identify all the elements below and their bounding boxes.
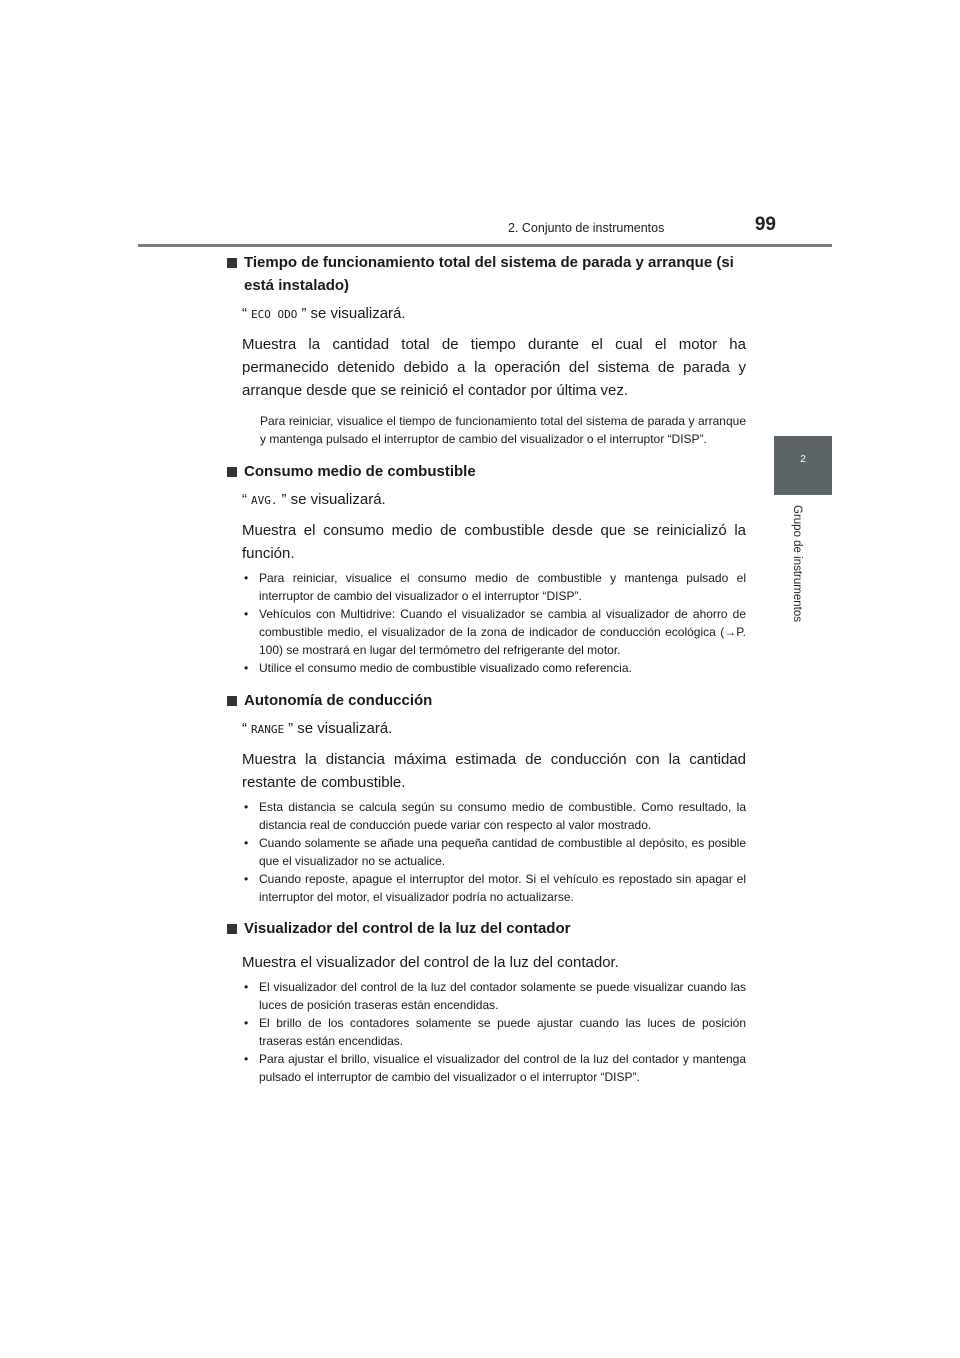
list-item: • Vehículos con Multidrive: Cuando el visualizador se cambia al visualizador de ahorro de combustible medio, el visualizador de la zona de indicador de conducción ecológica (→P. 100) se mostrará en lugar del termómetro del refrigerante del motor. xyxy=(244,607,746,657)
note-list xyxy=(226,798,746,906)
list-item: • Para reiniciar, visualice el consumo medio de combustible y mantenga pulsado el interruptor de cambio del visualizador o el interruptor “DISP”. xyxy=(244,571,746,603)
section-heading: Consumo medio de combustible xyxy=(226,460,746,483)
display-indicator-line: “ ECO ODO ” se visualizará. xyxy=(242,305,406,322)
lcd-text: RANGE xyxy=(251,723,285,736)
running-header: 2. Conjunto de instrumentos xyxy=(508,221,665,235)
chapter-number: 2 xyxy=(800,454,806,465)
square-bullet-icon xyxy=(227,696,237,706)
section-heading: Visualizador del control de la luz del contador xyxy=(226,917,746,940)
section-heading: Tiempo de funcionamiento total del sistema de parada y arranque (si está instalado) xyxy=(226,251,746,297)
section-heading: Autonomía de conducción xyxy=(226,689,746,712)
list-item: • El visualizador del control de la luz del contador solamente se puede visualizar cuando las luces de posición traseras están encendidas. xyxy=(244,980,746,1012)
section-body: Muestra la cantidad total de tiempo durante el cual el motor ha permanecido detenido debido a la operación del sistema de parada y arranque desde que se reinició el contador por última vez. xyxy=(242,336,746,399)
lcd-text: AVG. xyxy=(251,494,278,507)
chapter-tab-label: Grupo de instrumentos xyxy=(791,505,803,622)
header-divider xyxy=(138,244,832,247)
square-bullet-icon xyxy=(227,924,237,934)
list-item: • El brillo de los contadores solamente se puede ajustar cuando las luces de posición traseras están encendidas. xyxy=(244,1016,746,1048)
chapter-tab xyxy=(774,436,832,495)
section-stop-start-time xyxy=(226,251,746,448)
square-bullet-icon xyxy=(227,258,237,268)
lcd-text: ECO ODO xyxy=(251,308,298,321)
list-item: • Cuando reposte, apague el interruptor del motor. Si el vehículo es repostado sin apagar el interruptor del motor, el visualizador podría no actualizarse. xyxy=(244,872,746,904)
display-indicator-line: “ AVG. ” se visualizará. xyxy=(242,491,386,508)
section-driving-range xyxy=(226,689,746,906)
list-item: • Esta distancia se calcula según su consumo medio de combustible. Como resultado, la distancia real de conducción puede variar con respecto al valor mostrado. xyxy=(244,800,746,832)
note-list xyxy=(226,978,746,1086)
section-body: Muestra el consumo medio de combustible desde que se reinicializó la función. xyxy=(242,522,746,562)
list-item: • Para ajustar el brillo, visualice el visualizador del control de la luz del contador y mantenga pulsado el interruptor de cambio del visualizador o el interruptor “DISP”. xyxy=(244,1052,746,1084)
section-body: Muestra la distancia máxima estimada de conducción con la cantidad restante de combustible. xyxy=(242,751,746,791)
section-average-fuel xyxy=(226,460,746,677)
note-list xyxy=(226,569,746,677)
list-item: • Cuando solamente se añade una pequeña cantidad de combustible al depósito, es posible que el visualizador no se actualice. xyxy=(244,836,746,868)
section-meter-light-control xyxy=(226,917,746,1086)
section-body: Muestra el visualizador del control de la luz del contador. xyxy=(242,954,619,971)
page-number: 99 xyxy=(754,214,776,235)
square-bullet-icon xyxy=(227,467,237,477)
list-item: • Utilice el consumo medio de combustible visualizado como referencia. xyxy=(244,661,632,675)
display-indicator-line: “ RANGE ” se visualizará. xyxy=(242,720,393,737)
section-note: Para reiniciar, visualice el tiempo de funcionamiento total del sistema de parada y arranque y mantenga pulsado el interruptor de cambio del visualizador o el interruptor “DISP”. xyxy=(260,414,746,446)
page-content xyxy=(226,251,746,1086)
